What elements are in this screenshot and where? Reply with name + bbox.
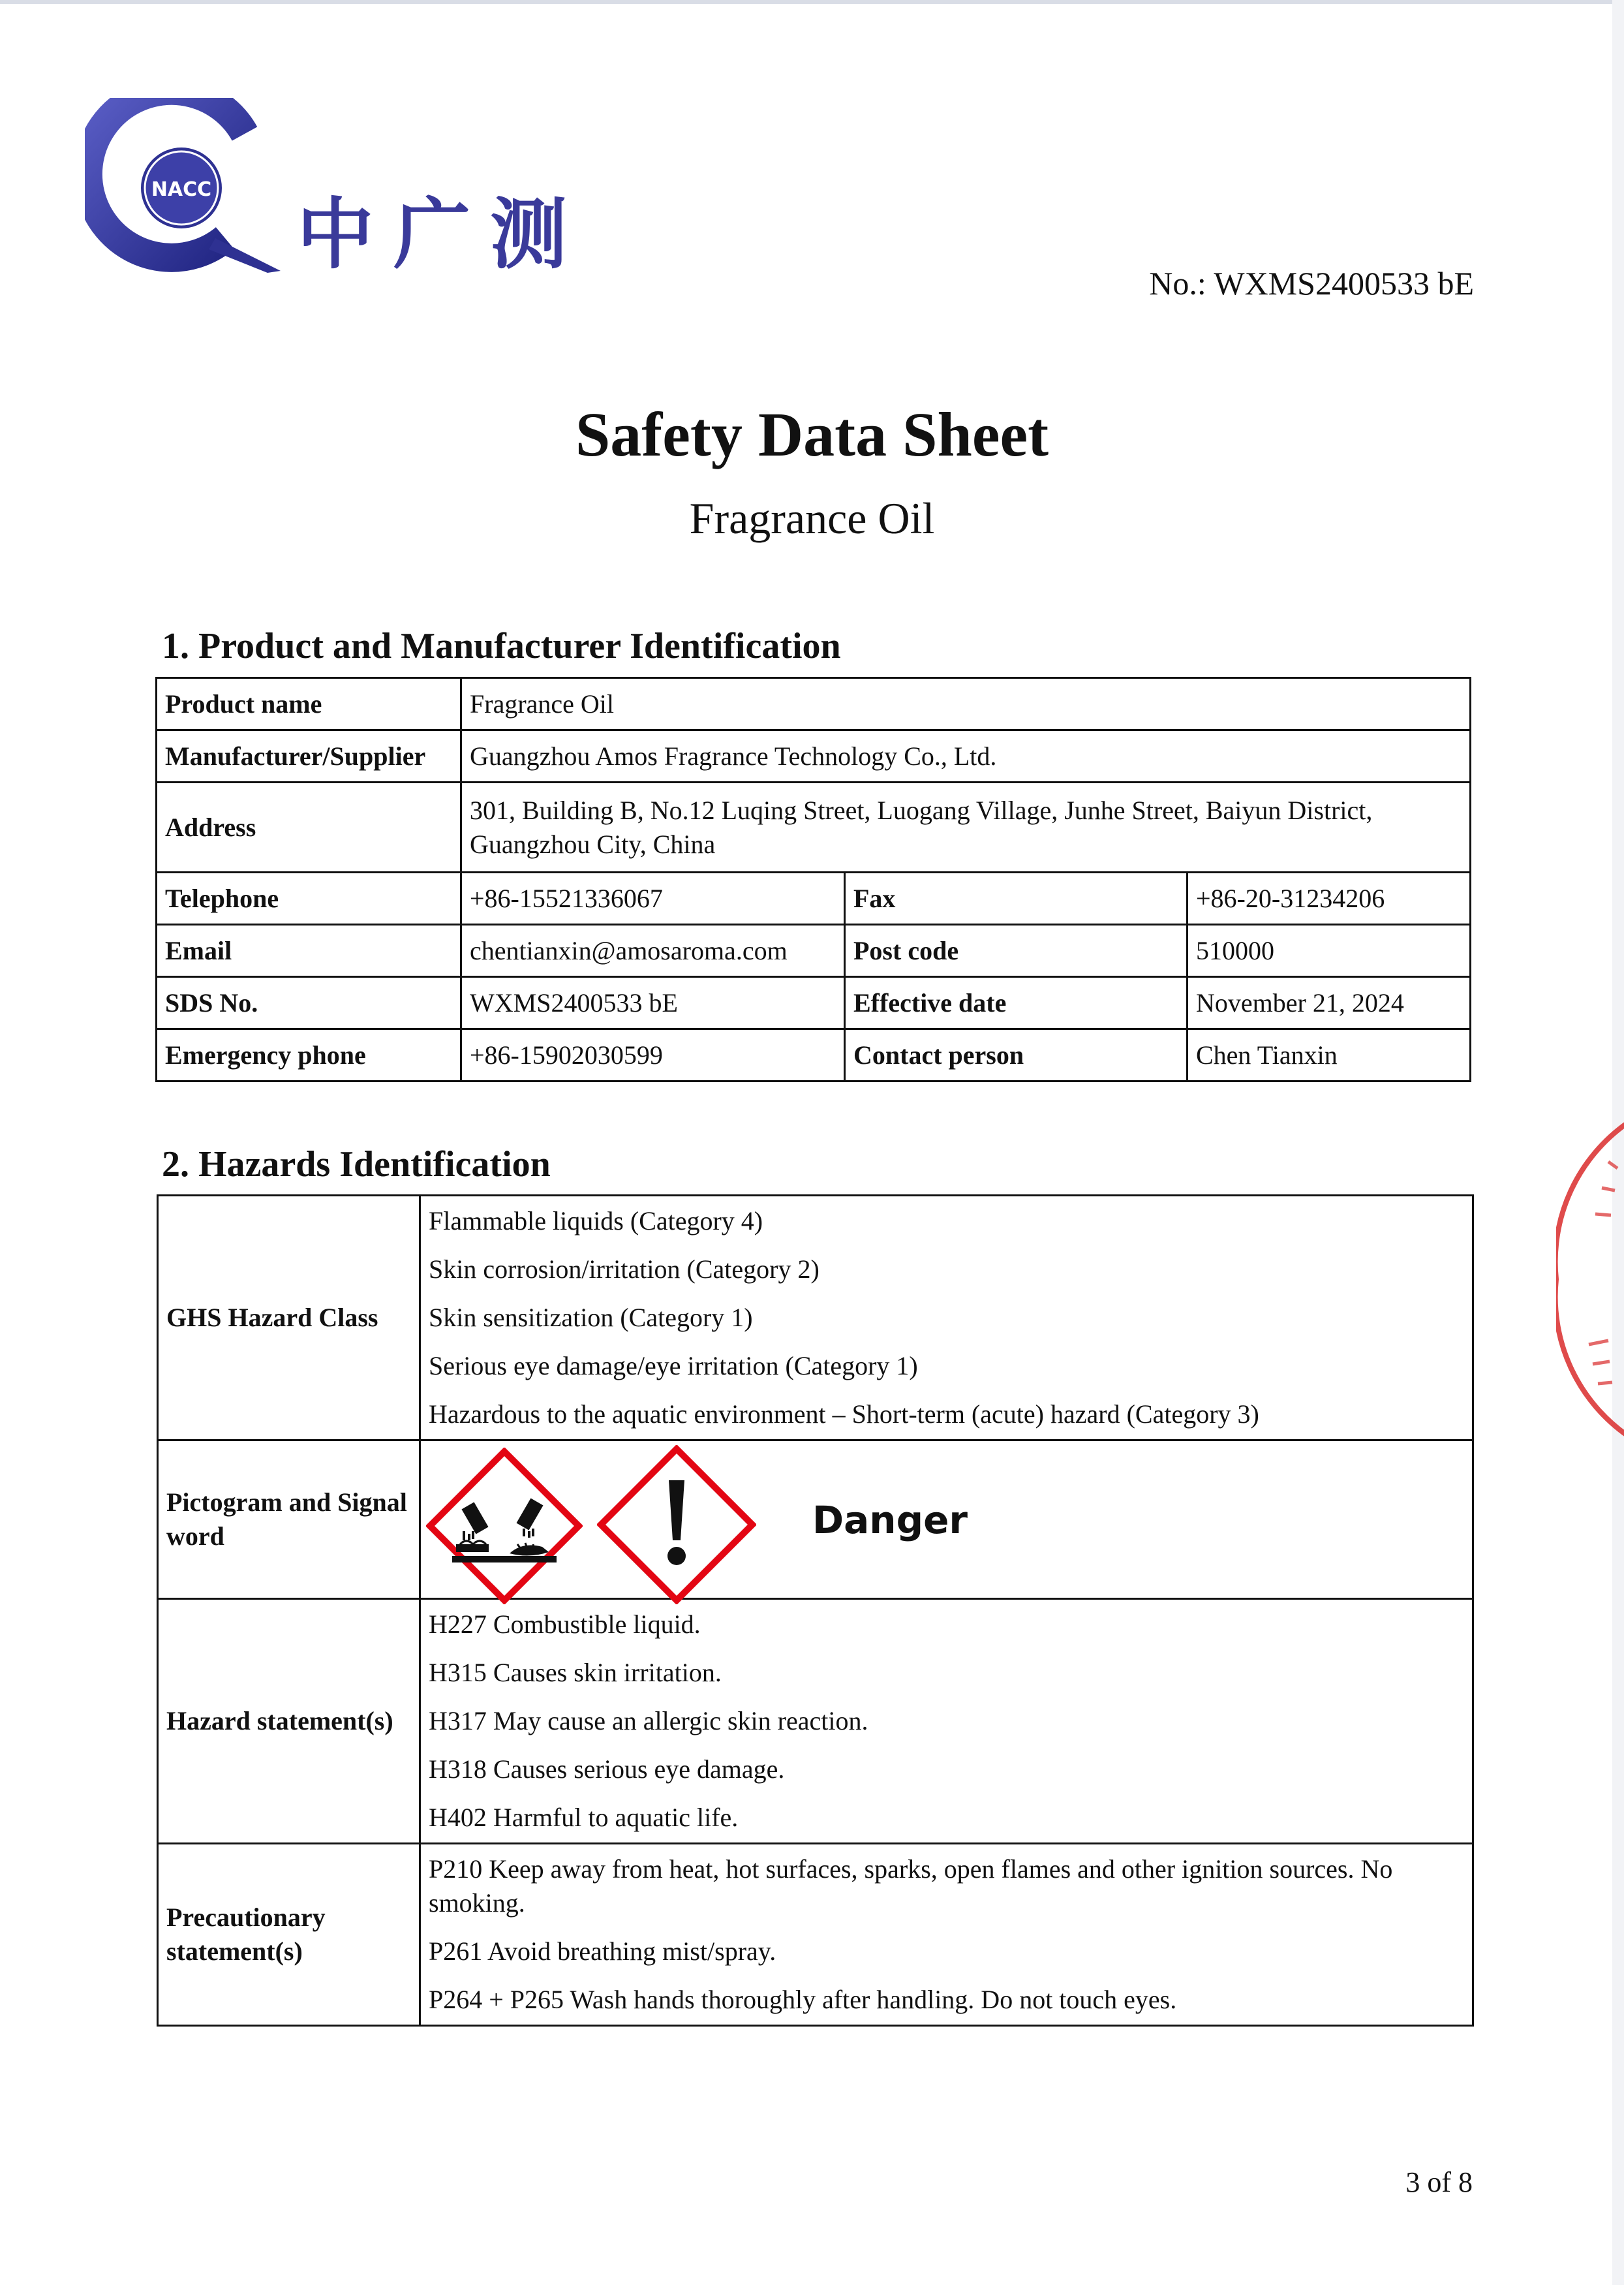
telephone-label: Telephone <box>157 873 461 925</box>
fax-value: +86-20-31234206 <box>1187 873 1471 925</box>
table-row <box>157 1029 1471 1081</box>
contact-person-label: Contact person <box>845 1029 1187 1081</box>
table-row <box>158 1196 1473 1440</box>
effective-date-label: Effective date <box>845 977 1187 1029</box>
table-row <box>157 783 1471 873</box>
list-item: H317 May cause an allergic skin reaction. <box>429 1706 868 1735</box>
table-row <box>157 730 1471 783</box>
telephone-value: +86-15521336067 <box>461 873 845 925</box>
list-item: Skin sensitization (Category 1) <box>429 1303 753 1332</box>
pictogram-signal-label: Pictogram and Signal word <box>158 1440 420 1599</box>
email-value: chentianxin@amosaroma.com <box>461 925 845 977</box>
table-row <box>158 1440 1473 1599</box>
list-item: P261 Avoid breathing mist/spray. <box>429 1936 776 1966</box>
list-item: Skin corrosion/irritation (Category 2) <box>429 1254 820 1284</box>
list-item: P210 Keep away from heat, hot surfaces, sparks, open flames and other ignition sources. No smoking. <box>429 1854 1393 1918</box>
pictogram-signal-cell <box>420 1440 1473 1599</box>
sds-no-label: SDS No. <box>157 977 461 1029</box>
document-number: No.: WXMS2400533 bE <box>1149 265 1474 302</box>
hazard-statements-list <box>420 1599 1473 1844</box>
emergency-phone-label: Emergency phone <box>157 1029 461 1081</box>
sds-no-value: WXMS2400533 bE <box>461 977 845 1029</box>
logo-chinese-name: 中广测 <box>297 189 587 279</box>
contact-person-value: Chen Tianxin <box>1187 1029 1471 1081</box>
list-item: Flammable liquids (Category 4) <box>429 1206 763 1236</box>
post-code-value: 510000 <box>1187 925 1471 977</box>
section1-heading: 1. Product and Manufacturer Identification <box>162 626 841 666</box>
table-row <box>158 1844 1473 2026</box>
emergency-phone-value: +86-15902030599 <box>461 1029 845 1081</box>
list-item: Serious eye damage/eye irritation (Category 1) <box>429 1351 918 1380</box>
address-label: Address <box>157 783 461 873</box>
table-row <box>157 977 1471 1029</box>
table-row <box>157 925 1471 977</box>
post-code-label: Post code <box>845 925 1187 977</box>
manufacturer-value: Guangzhou Amos Fragrance Technology Co., Ltd. <box>461 730 1471 783</box>
table-row <box>157 678 1471 730</box>
list-item: Hazardous to the aquatic environment – Short-term (acute) hazard (Category 3) <box>429 1399 1259 1429</box>
hazard-statements-label: Hazard statement(s) <box>158 1599 420 1844</box>
product-identification-table <box>155 677 1471 1082</box>
precautionary-statements-label: Precautionary statement(s) <box>158 1844 420 2026</box>
product-name-value: Fragrance Oil <box>461 678 1471 730</box>
red-seal-stamp <box>1556 1110 1624 1449</box>
ghs-hazard-class-label: GHS Hazard Class <box>158 1196 420 1440</box>
table-row <box>158 1599 1473 1844</box>
email-label: Email <box>157 925 461 977</box>
list-item: P264 + P265 Wash hands thoroughly after handling. Do not touch eyes. <box>429 1985 1177 2014</box>
hazards-identification-table <box>157 1194 1474 2027</box>
exclamation-mark-pictogram-icon <box>597 1445 756 1604</box>
corrosion-pictogram-icon <box>426 1448 583 1604</box>
document-subtitle: Fragrance Oil <box>689 493 935 543</box>
list-item: H315 Causes skin irritation. <box>429 1658 722 1687</box>
document-title: Safety Data Sheet <box>575 399 1049 469</box>
fax-label: Fax <box>845 873 1187 925</box>
section2-heading: 2. Hazards Identification <box>162 1144 551 1185</box>
precautionary-statements-list <box>420 1844 1473 2026</box>
list-item: H402 Harmful to aquatic life. <box>429 1803 739 1832</box>
product-name-label: Product name <box>157 678 461 730</box>
list-item: H227 Combustible liquid. <box>429 1609 701 1639</box>
page-number: 3 of 8 <box>1405 2166 1473 2198</box>
address-value: 301, Building B, No.12 Luqing Street, Luogang Village, Junhe Street, Baiyun District, Guangzhou City, China <box>461 783 1471 873</box>
manufacturer-label: Manufacturer/Supplier <box>157 730 461 783</box>
list-item: H318 Causes serious eye damage. <box>429 1754 785 1784</box>
signal-word: Danger <box>812 1498 968 1542</box>
top-scan-edge <box>0 0 1624 4</box>
ghs-hazard-class-list <box>420 1196 1473 1440</box>
logo-badge-text: NACC <box>151 178 212 201</box>
table-row <box>157 873 1471 925</box>
effective-date-value: November 21, 2024 <box>1187 977 1471 1029</box>
